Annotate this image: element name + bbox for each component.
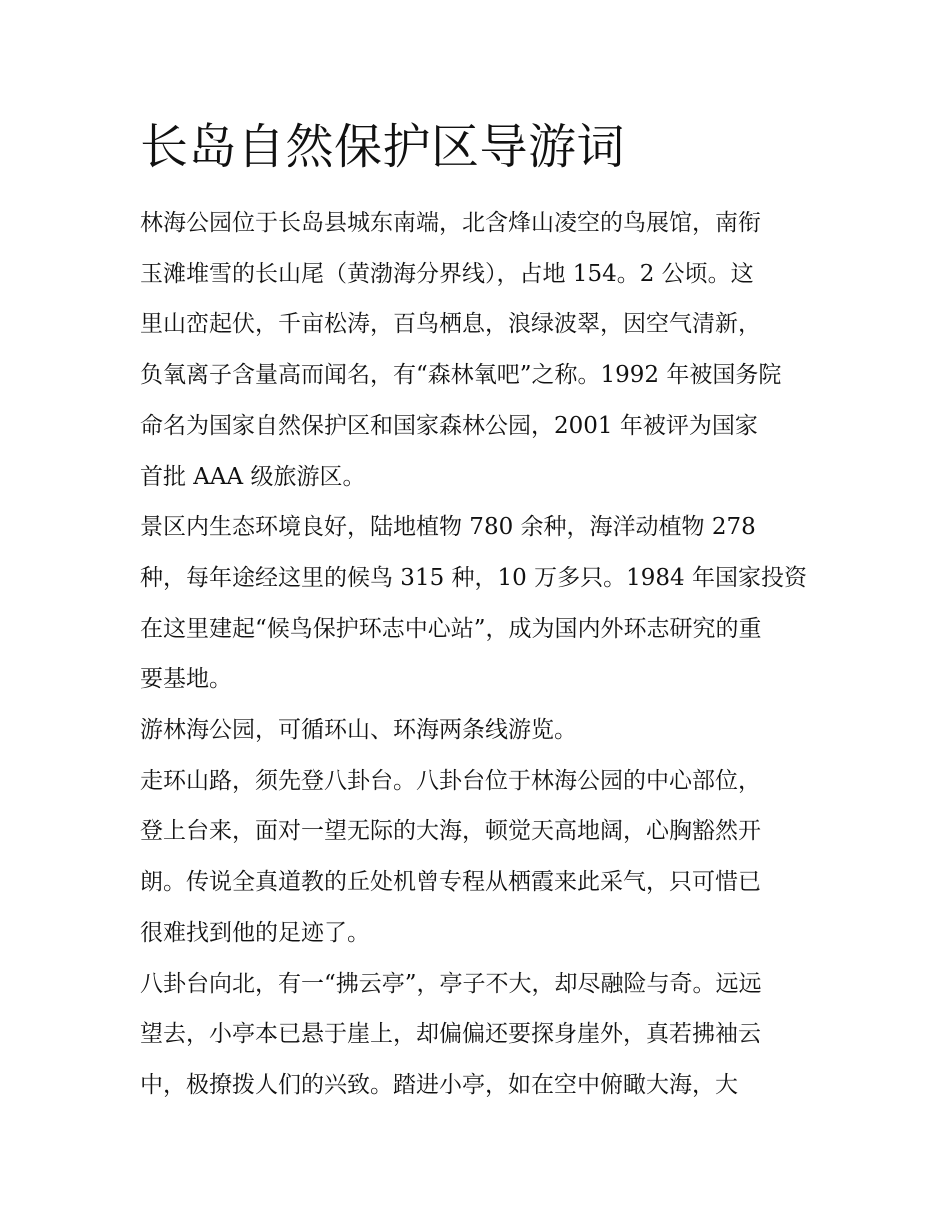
text-line: 里山峦起伏，千亩松涛，百鸟栖息，浪绿波翠，因空气清新， [140,311,761,338]
paragraph-bagua-terrace [140,756,820,959]
text-line: 朗。传说全真道教的丘处机曾专程从栖霞来此采气，只可惜已 [140,869,761,896]
text-line: 景区内生态环境良好，陆地植物 780 余种，海洋动植物 278 [140,514,756,541]
text-line: 中，极撩拨人们的兴致。踏进小亭，如在空中俯瞰大海，大 [140,1071,738,1098]
text-line: 八卦台向北，有一“拂云亭”，亭子不大，却尽融险与奇。远远 [140,970,762,997]
paragraph-routes [140,705,820,756]
text-line: 命名为国家自然保护区和国家森林公园，2001 年被评为国家 [140,412,758,439]
document-body [140,198,820,1111]
text-line: 种，每年途经这里的候鸟 315 种，10 万多只。1984 年国家投资 [140,564,807,591]
document-title: 长岛自然保护区导游词 [140,119,626,175]
paragraph-ecology [140,502,820,705]
text-line: 很难找到他的足迹了。 [140,919,370,946]
paragraph-intro [140,198,820,502]
text-line: 林海公园位于长岛县城东南端，北含烽山凌空的鸟展馆，南衔 [140,210,761,236]
text-line: 游林海公园，可循环山、环海两条线游览。 [140,717,577,744]
text-line: 要基地。 [140,666,232,693]
text-line: 登上台来，面对一望无际的大海，顿觉天高地阔，心胸豁然开 [140,818,761,845]
text-line: 望去，小亭本已悬于崖上，却偏偏还要探身崖外，真若拂袖云 [140,1021,761,1048]
paragraph-fuyun-pavilion [140,959,820,1111]
text-line: 玉滩堆雪的长山尾（黄渤海分界线），占地 154。2 公顷。这 [140,260,754,287]
text-line: 负氧离子含量高而闻名，有“森林氧吧”之称。1992 年被国务院 [140,362,782,389]
text-line: 首批 AAA 级旅游区。 [140,463,366,490]
text-line: 在这里建起“候鸟保护环志中心站”，成为国内外环志研究的重 [140,615,762,642]
text-line: 走环山路，须先登八卦台。八卦台位于林海公园的中心部位， [140,767,761,794]
